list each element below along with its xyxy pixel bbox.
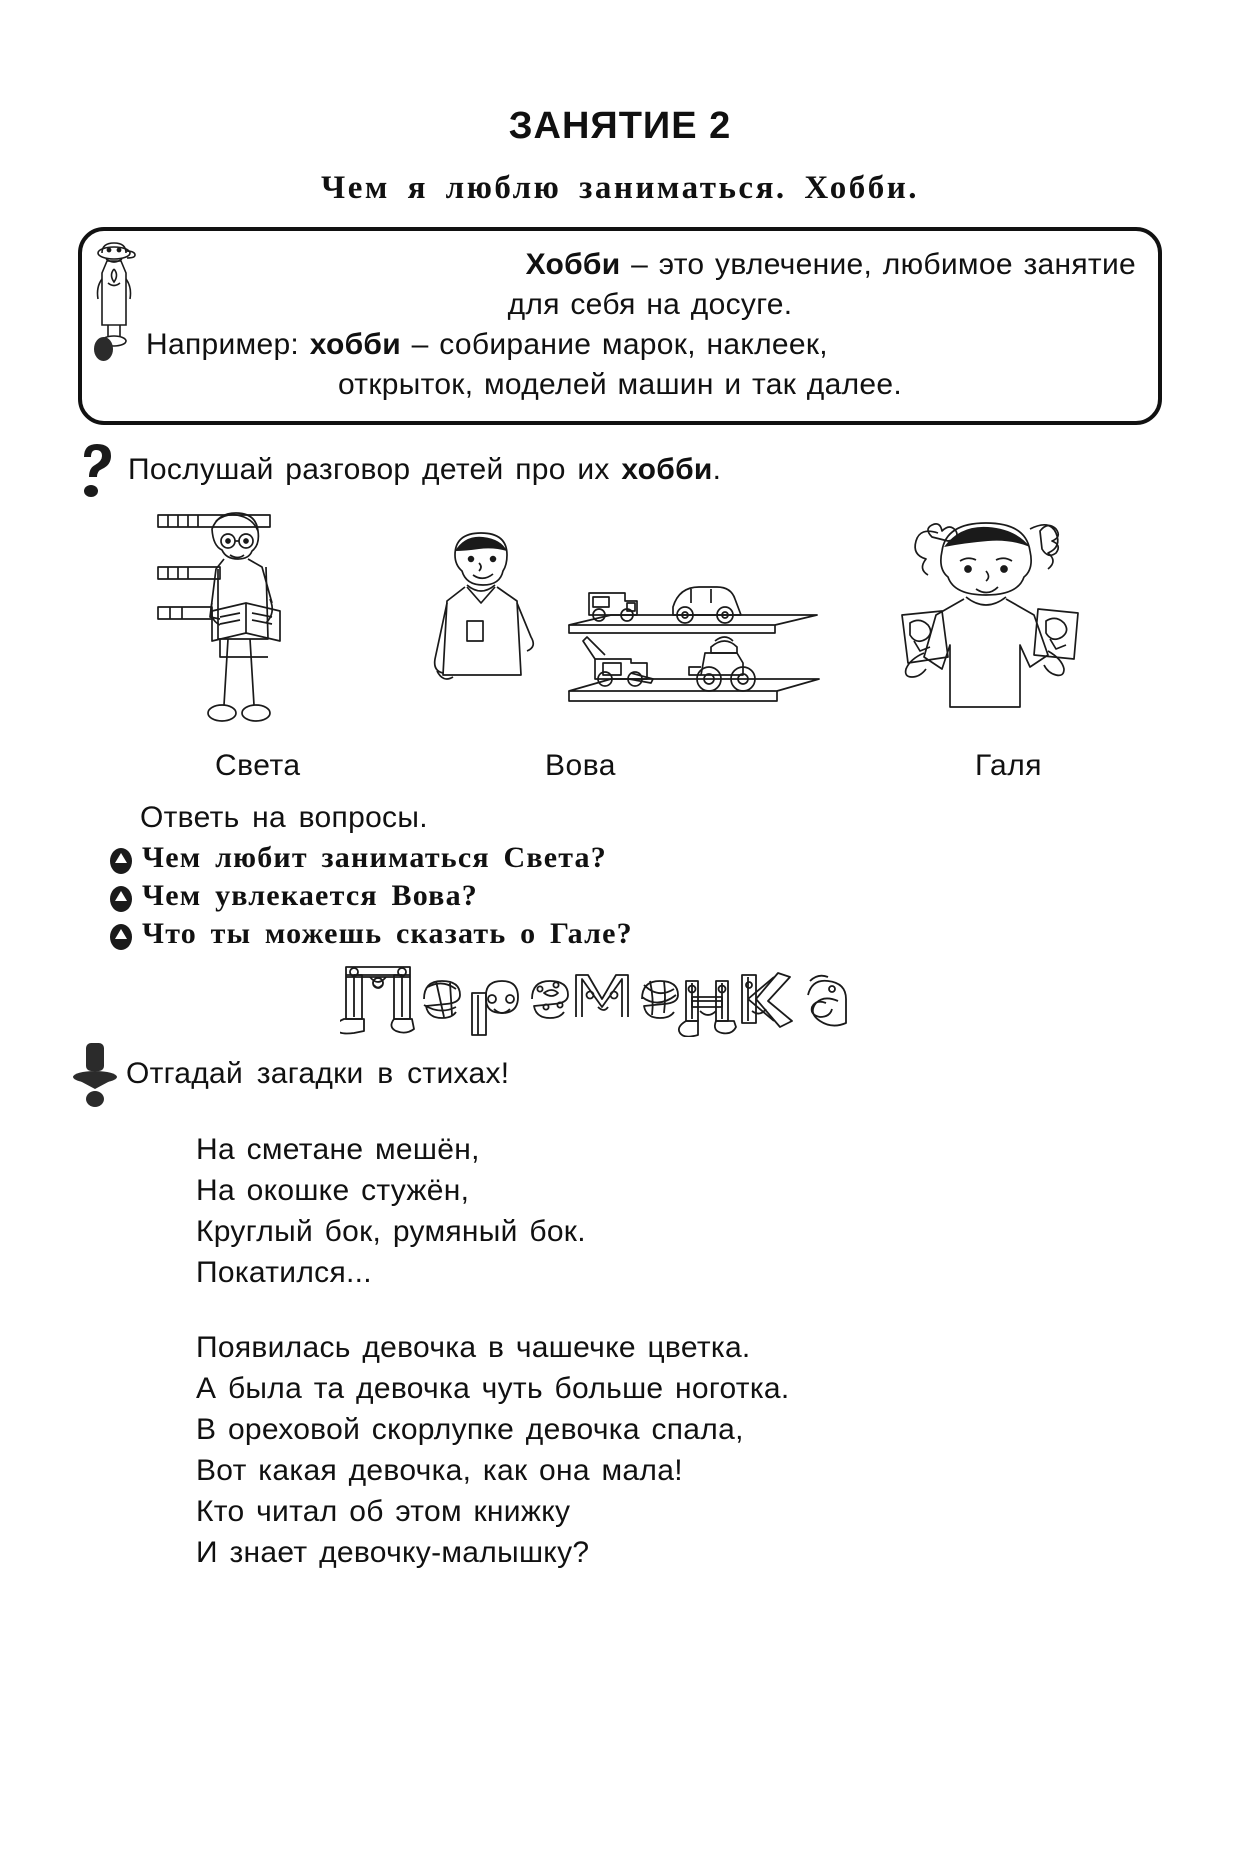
oval-bullet-icon [108,847,134,875]
riddle-two-line: А была та девочка чуть больше ноготка. [196,1372,790,1405]
children-illustrations [0,505,1240,745]
riddle-two [196,1327,1240,1573]
detective-person-icon [88,239,140,349]
riddle-two-line: И знает девочку-малышку? [196,1536,590,1569]
toy-vehicles-icon [565,563,835,723]
riddles-heading-row [72,1041,1240,1107]
definition-box [78,227,1162,425]
answer-prompt: Ответь на вопросы. [140,801,428,834]
question-text: Чем увлекается Вова? [142,879,478,912]
boy-with-toy-cars-icon [425,525,555,725]
definition-line-3-pre: Например: [146,328,310,361]
definition-line-3 [104,325,1136,365]
pencil-icon [72,1041,118,1107]
child-name-galya: Галя [975,749,1042,782]
listen-text-post: . [712,453,722,486]
riddle-one-line: На сметане мешён, [196,1133,480,1166]
riddle-one [196,1129,1240,1293]
riddle-two-line: Появилась девочка в чашечке цветка. [196,1331,751,1364]
children-names [0,749,1240,795]
listen-text-keyword: хобби [621,453,713,486]
definition-keyword-2: хобби [309,328,401,361]
listen-task-text [128,453,721,487]
definition-line-1 [104,245,1136,285]
riddle-two-line: Вот какая девочка, как она мала! [196,1454,683,1487]
page-title: ЗАНЯТИЕ 2 [508,105,732,147]
peremenka-decorative-word-icon [340,955,900,1037]
girl-reading-book-with-bookshelf-icon [150,507,340,737]
listen-task [76,441,1240,499]
page-subtitle: Чем я люблю заниматься. Хобби. [320,170,920,206]
peremenka-heading [0,955,1240,1039]
question-item [108,917,1240,951]
definition-keyword: Хобби [525,248,621,281]
riddle-two-line: Кто читал об этом книжку [196,1495,571,1528]
definition-line-1-rest: – это увлечение, любимое занятие [620,248,1136,281]
oval-bullet-icon [108,923,134,951]
riddle-one-line: На окошке стужён, [196,1174,470,1207]
question-item [108,841,1240,875]
question-item [108,879,1240,913]
oval-bullet-icon [94,337,113,361]
riddle-one-line: Покатился... [196,1256,372,1289]
riddle-two-line: В ореховой скорлупке девочка спала, [196,1413,744,1446]
riddle-one-line: Круглый бок, румяный бок. [196,1215,586,1248]
worksheet-page [0,105,1240,1859]
child-name-vova: Вова [545,749,616,782]
oval-bullet-icon [108,885,134,913]
definition-line-2: для себя на досуге. [507,288,793,321]
question-mark-icon [76,441,122,499]
girl-holding-stickers-icon [880,507,1100,722]
questions-list [108,841,1240,951]
definition-line-3-rest: – собирание марок, наклеек, [400,328,828,361]
question-text: Чем любит заниматься Света? [142,841,607,874]
question-text: Что ты можешь сказать о Гале? [142,917,633,950]
child-name-sveta: Света [215,749,301,782]
definition-line-4: открыток, моделей машин и так далее. [337,368,903,401]
listen-text-pre: Послушай разговор детей про их [128,453,622,486]
riddles-heading: Отгадай загадки в стихах! [126,1057,510,1090]
